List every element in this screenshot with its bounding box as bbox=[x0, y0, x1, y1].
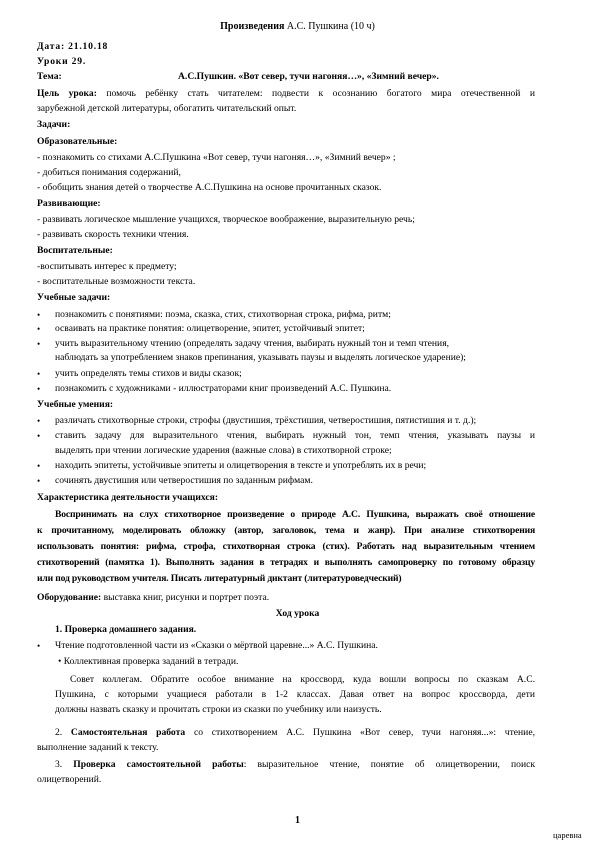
bullet: • bbox=[37, 324, 41, 334]
bullet: • bbox=[37, 461, 41, 471]
activity-heading: Характеристика деятельности учащихся: bbox=[37, 492, 219, 503]
study-task-2: осваивать на практике понятия: олицетворение, эпитет, устойчивый эпитет; bbox=[55, 323, 365, 334]
step-3-line-2: олицетворений. bbox=[37, 774, 102, 785]
advice-line-2: Пушкина, с которыми учащиеся работали в 1-2 классах. Давая ответ на вопрос кроссворда, дети bbox=[55, 689, 535, 700]
title-rest: А.С. Пушкина (10 ч) bbox=[286, 21, 375, 32]
study-task-3: учить выразительному чтению (определять задачу чтения, выбирать нужный тон и темп чтения, bbox=[55, 338, 449, 349]
study-task-5: познакомить с художниками - иллюстраторами книг произведений А.С. Пушкина. bbox=[55, 383, 392, 394]
goal-label: Цель урока: bbox=[37, 88, 97, 99]
tasks-heading: Задачи: bbox=[37, 119, 71, 130]
study-skill-4: сочинять двустишия или четверостишия по заданным рифмам. bbox=[55, 475, 313, 486]
activity-line-5: или под руководством учителя. Писать литературный диктант (литературоведческий) bbox=[37, 573, 402, 584]
educational-heading: Образовательные: bbox=[37, 136, 118, 147]
bullet: • bbox=[37, 431, 41, 441]
study-skill-1: различать стихотворные строки, строфы (двустишия, трёхстишия, четверостишия, пятистишия и т. д.); bbox=[55, 415, 477, 426]
educational-item-2: - добиться понимания содержаний, bbox=[37, 167, 181, 178]
bullet: • bbox=[37, 384, 41, 394]
step-2-line-1 bbox=[55, 727, 535, 739]
activity-line-1: Воспринимать на слух стихотворное произведение о природе А.С. Пушкина, выражать своё отношение bbox=[55, 509, 535, 520]
upbringing-heading: Воспитательные: bbox=[37, 245, 113, 256]
lesson-number: Уроки 29. bbox=[37, 56, 87, 67]
step-3-number: 3. bbox=[55, 759, 63, 770]
bullet: • bbox=[37, 369, 41, 379]
bullet: • bbox=[37, 641, 41, 651]
developing-heading: Развивающие: bbox=[37, 198, 101, 209]
step-2-text: со стихотворением А.С. Пушкина «Вот север, тучи нагоняя...»: чтение, bbox=[193, 727, 535, 738]
step-3-bold: Проверка самостоятельной работы bbox=[73, 759, 244, 770]
title-prefix: Произведения bbox=[220, 21, 285, 32]
goal-text-1: помочь ребёнку стать читателем: подвести к осознанию богатого мира отечественной и bbox=[106, 88, 535, 99]
study-task-1: познакомить с понятиями: поэма, сказка, стих, стихотворная строка, рифма, ритм; bbox=[55, 309, 391, 320]
study-skill-2: ставить задачу для выразительного чтения, выбирать нужный тон, темп чтения, указывать паузы и bbox=[55, 430, 535, 441]
goal-line-1 bbox=[37, 88, 535, 100]
equipment-text: выставка книг, рисунки и портрет поэта. bbox=[103, 592, 270, 603]
topic-text: А.С.Пушкин. «Вот север, тучи нагоняя…», «Зимний вечер». bbox=[178, 71, 439, 82]
activity-line-4: стихотворений (памятка 1). Выполнять задания в тетрадях и выполнять самопроверку по готовому образцу bbox=[37, 557, 535, 568]
lesson-date: Дата: 21.10.18 bbox=[37, 41, 109, 52]
study-skill-2-cont: выделять при чтении логические ударения (важные слова) в стихотворной строке; bbox=[55, 445, 392, 456]
step-3-line-1 bbox=[55, 759, 535, 771]
topic-label: Тема: bbox=[37, 71, 62, 82]
bullet: • bbox=[37, 476, 41, 486]
document-title bbox=[0, 21, 595, 33]
page-number: 1 bbox=[295, 815, 300, 826]
step-2-number: 2. bbox=[55, 727, 63, 738]
step-3-text: : выразительное чтение, понятие об олицетворении, поиск bbox=[243, 759, 535, 770]
bullet: • bbox=[37, 339, 41, 349]
advice-line-1: Совет коллегам. Обратите особое внимание на кроссворд, куда вошли вопросы по сказкам А.С. bbox=[70, 674, 535, 685]
developing-item-2: - развивать скорость техники чтения. bbox=[37, 229, 189, 240]
step-1-item-1: Чтение подготовленной части из «Сказки о мёртвой царевне...» А.С. Пушкина. bbox=[55, 640, 378, 651]
study-task-4: учить определять темы стихов и виды сказок; bbox=[55, 368, 242, 379]
upbringing-item-2: - воспитательные возможности текста. bbox=[37, 276, 196, 287]
step-1-heading: 1. Проверка домашнего задания. bbox=[55, 624, 197, 635]
educational-item-1: - познакомить со стихами А.С.Пушкина «Вот север, тучи нагоняя…», «Зимний вечер» ; bbox=[37, 152, 396, 163]
lesson-heading: Ход урока bbox=[275, 608, 320, 619]
study-tasks-heading: Учебные задачи: bbox=[37, 292, 111, 303]
activity-line-2: к прочитанному, моделировать обложку (автор, заголовок, тема и жанр). При анализе стихотворения bbox=[37, 525, 535, 536]
educational-item-3: - обобщить знания детей о творчестве А.С.Пушкина на основе прочитанных сказок. bbox=[37, 182, 382, 193]
step-2-line-2: выполнение заданий к тексту. bbox=[37, 742, 159, 753]
equipment bbox=[37, 592, 269, 604]
study-task-3-cont: наблюдать за употреблением знаков препинания, указывать паузы и выделять логическое ударение); bbox=[55, 352, 466, 363]
study-skill-3: находить эпитеты, устойчивые эпитеты и олицетворения в тексте и употреблять их в речи; bbox=[55, 460, 427, 471]
advice-line-3: должны назвать сказку и прочитать строки из сказки по учебнику или наизусть. bbox=[55, 704, 382, 715]
step-2-bold: Самостоятельная работа bbox=[70, 727, 186, 738]
bullet: • bbox=[37, 416, 41, 426]
study-skills-heading: Учебные умения: bbox=[37, 399, 114, 410]
bullet: • bbox=[37, 310, 41, 320]
activity-line-3: использовать понятия: рифма, строфа, стихотворная строка (стих). Работать над выразительным чтением bbox=[37, 541, 535, 552]
equipment-label: Оборудование: bbox=[37, 592, 102, 603]
developing-item-1: - развивать логическое мышление учащихся, творческое воображение, выразительную речь; bbox=[37, 214, 415, 225]
corner-text: царевна bbox=[553, 830, 582, 840]
goal-line-2: зарубежной детской литературы, обогатить читательский опыт. bbox=[37, 103, 297, 114]
step-1-item-2: • Коллективная проверка заданий в тетради. bbox=[58, 656, 239, 667]
upbringing-item-1: -воспитывать интерес к предмету; bbox=[37, 261, 177, 272]
